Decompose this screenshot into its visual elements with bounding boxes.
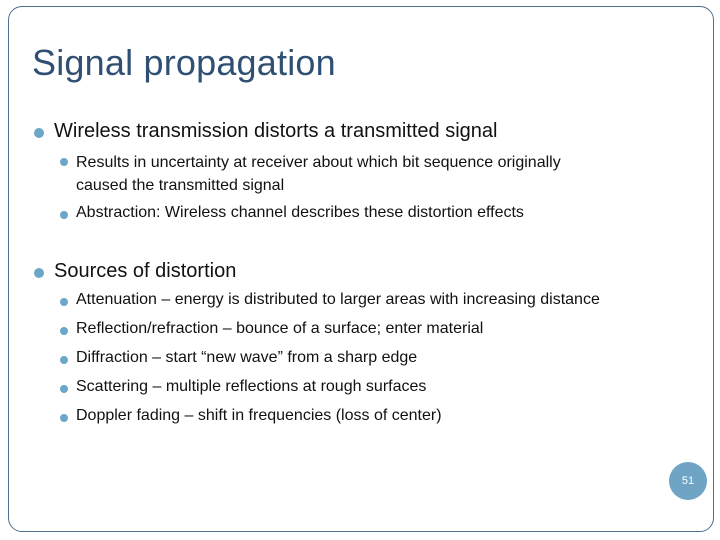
sub-bullet-text-line-1: Results in uncertainty at receiver about which bit sequence originally <box>76 154 561 171</box>
sub-bullet-dot-icon <box>60 298 68 306</box>
bullet-dot-icon <box>34 128 44 138</box>
sub-bullet-item <box>76 291 600 309</box>
bullet-item <box>54 120 497 143</box>
sub-bullet-item <box>76 320 483 338</box>
sub-bullet-text: Attenuation – energy is distributed to larger areas with increasing distance <box>76 291 600 308</box>
sub-bullet-text: Doppler fading – shift in frequencies (loss of center) <box>76 407 442 424</box>
sub-bullet-dot-icon <box>60 211 68 219</box>
sub-bullet-text-line-2: caused the transmitted signal <box>76 177 285 194</box>
sub-bullet-dot-icon <box>60 327 68 335</box>
slide-title: Signal propagation <box>32 42 336 83</box>
sub-bullet-text: Abstraction: Wireless channel describes these distortion effects <box>76 204 524 221</box>
sub-bullet-dot-icon <box>60 414 68 422</box>
sub-bullet-dot-icon <box>60 158 68 166</box>
sub-bullet-text: Scattering – multiple reflections at rough surfaces <box>76 378 427 395</box>
page-number-badge: 51 <box>669 462 707 500</box>
sub-bullet-item <box>76 151 561 197</box>
sub-bullet-item <box>76 204 524 222</box>
bullet-dot-icon <box>34 268 44 278</box>
sub-bullet-item <box>76 349 417 367</box>
bullet-item <box>54 260 236 283</box>
bullet-text: Sources of distortion <box>54 260 237 282</box>
sub-bullet-text: Reflection/refraction – bounce of a surface; enter material <box>76 320 484 337</box>
sub-bullet-item <box>76 407 442 425</box>
bullet-text: Wireless transmission distorts a transmitted signal <box>54 120 498 142</box>
sub-bullet-text: Diffraction – start “new wave” from a sharp edge <box>76 349 418 366</box>
sub-bullet-dot-icon <box>60 356 68 364</box>
sub-bullet-item <box>76 378 426 396</box>
sub-bullet-dot-icon <box>60 385 68 393</box>
